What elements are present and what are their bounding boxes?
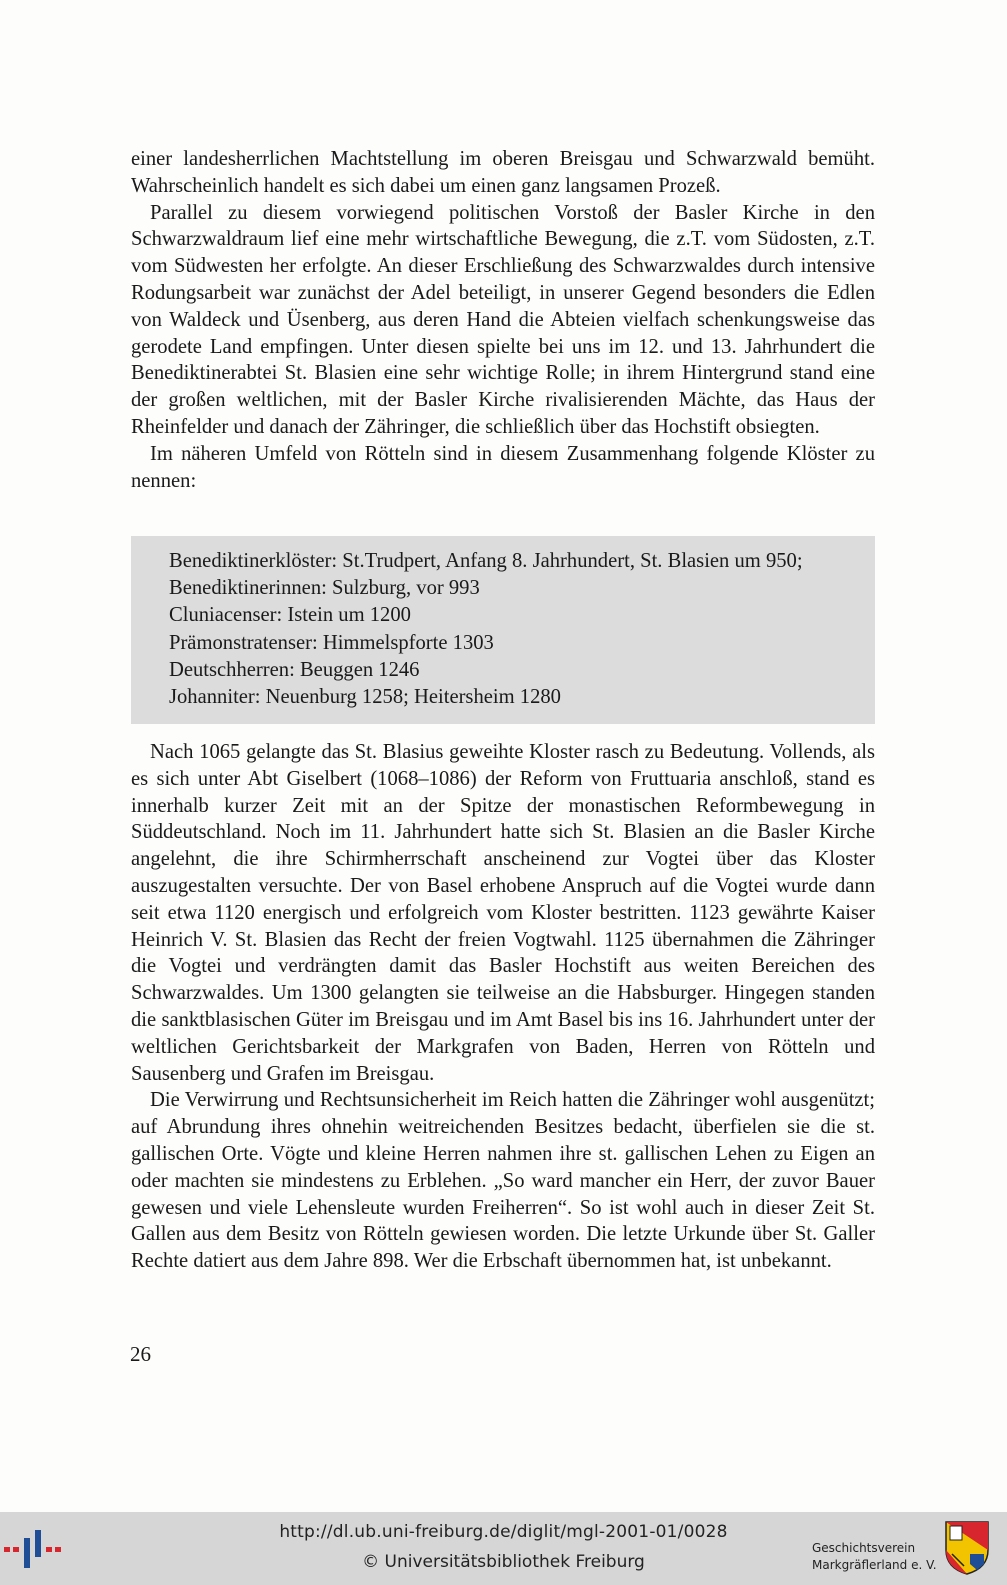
society-name (812, 1540, 942, 1574)
list-item: Prämonstratenser: Himmelspforte 1303 (169, 631, 494, 654)
copyright-text: © Universitätsbibliothek Freiburg (362, 1552, 645, 1572)
paragraph: Im näheren Umfeld von Rötteln sind in diesem Zusammenhang folgende Klöster zu nennen: (131, 442, 875, 492)
permalink-url[interactable]: http://dl.ub.uni-freiburg.de/diglit/mgl-2001-01/0028 (279, 1522, 728, 1542)
list-item: Benediktinerinnen: Sulzburg, vor 993 (169, 577, 480, 600)
page-number: 26 (130, 1342, 151, 1366)
society-line-1: Geschichtsverein (812, 1541, 916, 1555)
markgraeflerland-crest-icon (944, 1520, 990, 1576)
society-line-2: Markgräflerland e. V. (812, 1558, 937, 1572)
paragraph: Parallel zu diesem vorwiegend politischen Vorstoß der Basler Kirche in den Schwarzwaldraum lief eine mehr wirtschaftliche Bewegung, die z.T. vom Südosten, z.T. vom Südwesten her erfolgte. An dieser Erschließung des Schwarzwaldes durch intensive Rodungsarbeit war zunächst der Adel beteiligt, in unserer Gegend besonders die Edlen von Waldeck und Üsenberg, aus deren Hand die Abteien vielfach schenkungsweise das gerodete Land empfingen. Unter diesen spielte bei uns im 12. und 13. Jahrhundert die Benediktinerabtei St. Blasien eine sehr wichtige Rolle; in ihrem Hintergrund stand eine der großen weltlichen, mit der Basler Kirche rivalisierenden Mächte, das Haus der Rheinfelder und danach der Zähringer, die schließlich über das Hochstift obsiegten. (131, 201, 875, 438)
list-item: Benediktinerklöster: St.Trudpert, Anfang 8. Jahrhundert, St. Blasien um 950; (169, 550, 803, 572)
footer-bar (0, 1512, 1007, 1585)
paragraph: Die Verwirrung und Rechtsunsicherheit im Reich hatten die Zähringer wohl ausgenützt; auf Abrundung ihres ohnehin weitreichenden Besitzes bedacht, überfielen sie die st. gallischen Orte. Vögte und kleine Herren nahmen ihre st. gallischen Lehen zu Eigen an oder machten sie mindestens zu Erblehen. „So ward mancher ein Herr, der zuvor Bauer gewesen und viele Lehensleute wurden Freiherren“. So ist wohl auch in dieser Zeit St. Gallen aus dem Besitz von Rötteln gewiesen worden. Die letzte Urkunde über St. Galler Rechte datiert aus dem Jahre 898. Wer die Erbschaft übernommen hat, ist unbekannt. (131, 1089, 875, 1273)
list-item: Cluniacenser: Istein um 1200 (169, 604, 411, 627)
paragraph: einer landesherrlichen Machtstellung im oberen Breisgau und Schwarzwald bemüht. Wahrscheinlich handelt es sich dabei um einen ganz langsamen Prozeß. (131, 148, 875, 197)
monastery-list-box (131, 536, 875, 724)
paragraph: Nach 1065 gelangte das St. Blasius geweihte Kloster rasch zu Bedeutung. Vollends, als es sich unter Abt Giselbert (1068–1086) der Reform von Fruttuaria anschloß, stand es innerhalb kurzer Zeit mit an der Spitze der monastischen Reformbewegung in Süddeutschland. Noch im 11. Jahrhundert hatte sich St. Blasien an die Basler Kirche angelehnt, die ihre Schirmherrschaft anscheinend zur Vogtei über das Kloster auszugestalten versuchte. Der von Basel erhobene Anspruch auf die Vogtei wurde dann seit etwa 1120 energisch und erfolgreich vom Kloster bestritten. 1123 gewährte Kaiser Heinrich V. St. Blasien das Recht der freien Vogtwahl. 1125 übernahmen die Zähringer die Vogtei und verdrängten damit das Basler Hochstift aus weiten Bereichen des Schwarzwaldes. Um 1300 gelangten sie teilweise an die Habsburger. Hingegen standen die sanktblasischen Güter im Breisgau und im Amt Basel bis ins 16. Jahrhundert unter der weltlichen Gerichtsbarkeit der Markgrafen von Baden, Herren von Rötteln und Sausenberg und Grafen im Breisgau. (131, 741, 875, 1085)
list-item: Deutschherren: Beuggen 1246 (169, 658, 420, 681)
list-item: Johanniter: Neuenburg 1258; Heitersheim 1280 (169, 686, 561, 709)
text-block-bottom (131, 739, 875, 1275)
text-block-top (131, 146, 875, 494)
